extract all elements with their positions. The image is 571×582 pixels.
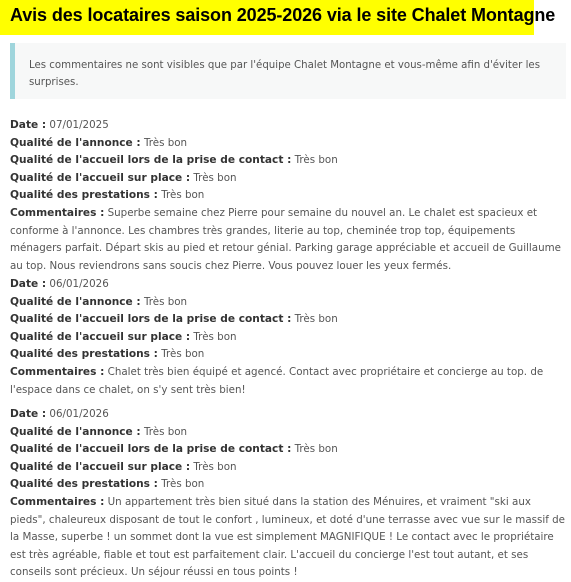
commentaires-label: Commentaires : xyxy=(10,206,105,219)
date-label: Date : xyxy=(10,119,47,131)
prestations-row xyxy=(10,187,566,205)
accueil-contact-value: Très bon xyxy=(294,154,338,167)
review-date-row xyxy=(10,117,566,135)
comment-text: Chalet très bien équipé et agencé. Contact avec propriétaire et concierge au top. de l'espace dans ce chalet, on s'y sent très bien! xyxy=(10,365,544,396)
comment-row xyxy=(10,494,566,582)
review-block xyxy=(10,117,566,275)
accueil-contact-value: Très bon xyxy=(294,443,338,456)
comment-row xyxy=(10,205,566,275)
accueil-place-row xyxy=(10,329,566,347)
annonce-value: Très bon xyxy=(143,136,188,149)
privacy-notice: Les commentaires ne sont visibles que par l'équipe Chalet Montagne et vous-même afin d'éviter les surprises. xyxy=(10,43,566,99)
commentaires-label: Commentaires : xyxy=(10,495,105,508)
date-label: Date : xyxy=(10,278,47,290)
accueil-place-value: Très bon xyxy=(193,460,237,473)
prestations-value: Très bon xyxy=(161,189,205,202)
annonce-row xyxy=(10,294,566,312)
annonce-value: Très bon xyxy=(143,425,188,438)
annonce-value: Très bon xyxy=(143,295,188,308)
review-block xyxy=(10,276,566,399)
annonce-row xyxy=(10,135,566,153)
comment-row xyxy=(10,364,566,399)
prestations-value: Très bon xyxy=(161,348,205,361)
prestations-row xyxy=(10,476,566,494)
accueil-place-label: Qualité de l'accueil sur place : xyxy=(10,330,191,343)
accueil-contact-row xyxy=(10,152,566,170)
accueil-place-value: Très bon xyxy=(193,171,237,184)
prestations-value: Très bon xyxy=(161,478,205,491)
prestations-row xyxy=(10,346,566,364)
review-date-row xyxy=(10,406,566,424)
accueil-place-label: Qualité de l'accueil sur place : xyxy=(10,460,191,473)
annonce-row xyxy=(10,424,566,442)
prestations-label: Qualité des prestations : xyxy=(10,189,158,202)
accueil-contact-label: Qualité de l'accueil lors de la prise de contact : xyxy=(10,154,292,167)
title-banner xyxy=(0,0,556,35)
accueil-place-row xyxy=(10,170,566,188)
page-title: Avis des locataires saison 2025-2026 via le site Chalet Montagne xyxy=(10,5,556,25)
comment-text: Superbe semaine chez Pierre pour semaine du nouvel an. Le chalet est spacieux et conforme à l'annonce. Les chambres très grandes, literie au top, cheminée trop top, équipements ménagers parfait. Départ skis au pied et retour génial. Parking garage appréciable et accueil de Guillaume au top. Nous reviendrons sans soucis chez Pierre. Vous pouvez louer les yeux fermés. xyxy=(10,206,561,272)
review-date: 07/01/2025 xyxy=(49,119,109,131)
prestations-label: Qualité des prestations : xyxy=(10,478,158,491)
commentaires-label: Commentaires : xyxy=(10,365,105,378)
accueil-contact-label: Qualité de l'accueil lors de la prise de contact : xyxy=(10,443,292,456)
annonce-label: Qualité de l'annonce : xyxy=(10,425,141,438)
review-date-row xyxy=(10,276,566,294)
comment-text: Un appartement très bien situé dans la station des Ménuires, et vraiment "ski aux pieds", chaleureux disposant de tout le confort , lumineux, et doté d'une terrasse avec vue sur le massif de la Masse, superbe ! un sommet dont la vue est simplement MAGNIFIQUE ! Le contact avec le propriétaire est très agréable, fiable et tout est parfaitement clair. L'accueil du concierge l'est tout autant, et ses conseils sont précieux. Un séjour réussi en tous points ! xyxy=(10,495,565,579)
prestations-label: Qualité des prestations : xyxy=(10,348,158,361)
accueil-place-row xyxy=(10,459,566,477)
annonce-label: Qualité de l'annonce : xyxy=(10,295,141,308)
accueil-contact-row xyxy=(10,441,566,459)
review-block xyxy=(10,406,566,582)
accueil-contact-value: Très bon xyxy=(294,313,338,326)
review-date: 06/01/2026 xyxy=(49,408,109,420)
accueil-place-label: Qualité de l'accueil sur place : xyxy=(10,171,191,184)
date-label: Date : xyxy=(10,408,47,420)
annonce-label: Qualité de l'annonce : xyxy=(10,136,141,149)
accueil-place-value: Très bon xyxy=(193,330,237,343)
accueil-contact-row xyxy=(10,311,566,329)
review-date: 06/01/2026 xyxy=(49,278,109,290)
accueil-contact-label: Qualité de l'accueil lors de la prise de contact : xyxy=(10,313,292,326)
